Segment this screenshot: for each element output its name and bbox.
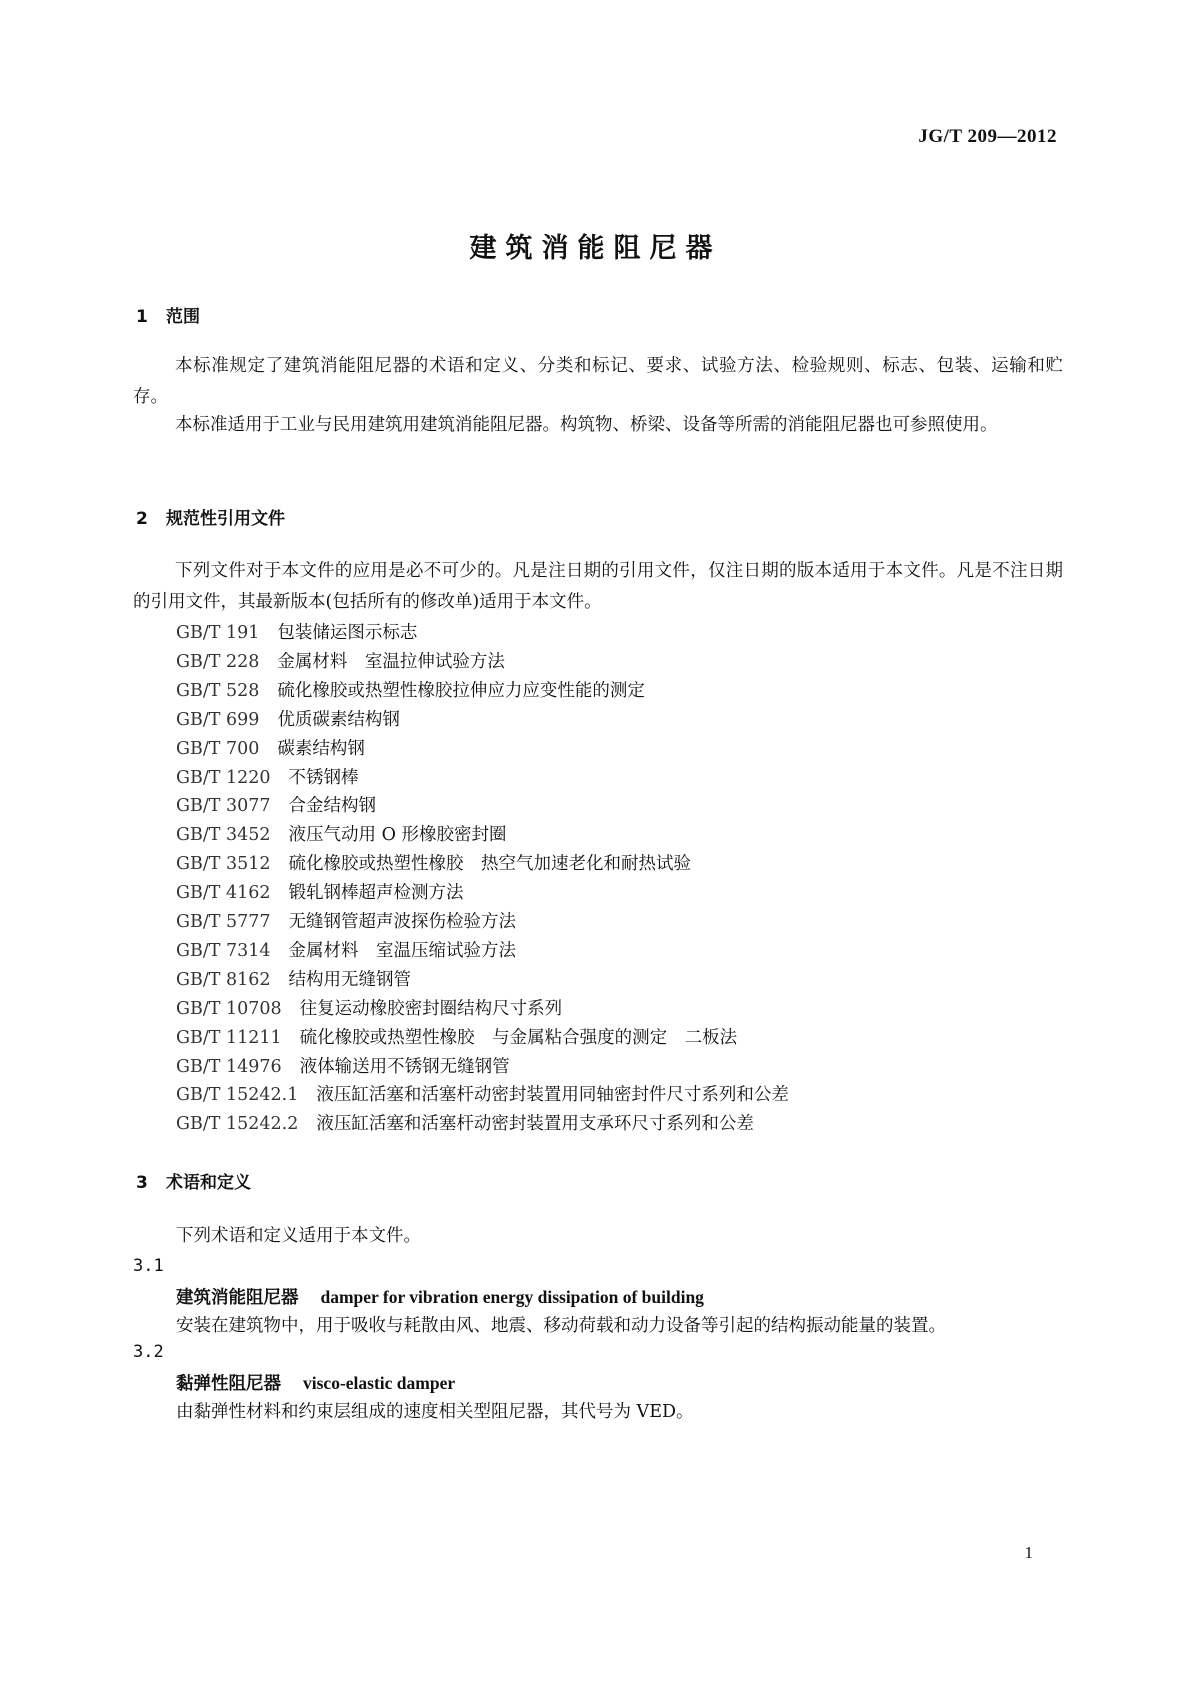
reference-item xyxy=(176,966,411,991)
reference-item xyxy=(176,995,562,1020)
scope-paragraph-2: 本标准适用于工业与民用建筑用建筑消能阻尼器。构筑物、桥梁、设备等所需的消能阻尼器也可参照使用。 xyxy=(175,415,998,435)
reference-item xyxy=(176,792,376,817)
section-title: 术语和定义 xyxy=(166,1173,251,1193)
reference-item xyxy=(176,1081,789,1106)
reference-title: 液压气动用 O 形橡胶密封圈 xyxy=(288,825,507,846)
reference-title: 硫化橡胶或热塑性橡胶拉伸应力应变性能的测定 xyxy=(277,680,645,701)
reference-item xyxy=(176,821,507,846)
reference-code: GB/T 14976 xyxy=(176,1056,282,1077)
clause-number: 3.2 xyxy=(133,1342,164,1362)
reference-title: 往复运动橡胶密封圈结构尺寸系列 xyxy=(299,998,563,1019)
reference-code: GB/T 4162 xyxy=(176,883,271,904)
reference-title: 优质碳素结构钢 xyxy=(277,709,400,730)
term-definition: 安装在建筑物中，用于吸收与耗散由风、地震、移动荷载和动力设备等引起的结构振动能量的装置。 xyxy=(176,1316,946,1336)
reference-code: GB/T 15242.2 xyxy=(176,1114,299,1135)
reference-title: 锻轧钢棒超声检测方法 xyxy=(288,883,464,904)
term-chinese: 黏弹性阻尼器 xyxy=(176,1374,281,1394)
reference-item xyxy=(176,764,359,789)
term-heading xyxy=(176,1370,455,1395)
reference-code: GB/T 699 xyxy=(176,709,260,730)
reference-item xyxy=(176,735,365,760)
reference-title: 碳素结构钢 xyxy=(277,738,365,759)
clause-number: 3.1 xyxy=(133,1256,164,1276)
term-english: visco-elastic damper xyxy=(303,1373,456,1393)
reference-code: GB/T 5777 xyxy=(176,912,271,932)
reference-code: GB/T 528 xyxy=(176,680,260,701)
reference-title: 包装储运图示标志 xyxy=(277,623,418,643)
standard-code: JG/T 209—2012 xyxy=(918,126,1057,147)
reference-title: 金属材料 室温压缩试验方法 xyxy=(288,940,517,961)
reference-title: 无缝钢管超声波探伤检验方法 xyxy=(288,912,517,932)
reference-item xyxy=(176,1110,754,1135)
term-english: damper for vibration energy dissipation of building xyxy=(320,1287,704,1307)
reference-code: GB/T 3077 xyxy=(176,796,271,817)
section-number: 1 xyxy=(136,307,148,327)
reference-code: GB/T 15242.1 xyxy=(176,1085,299,1106)
reference-code: GB/T 1220 xyxy=(176,767,271,788)
reference-item xyxy=(176,619,417,644)
reference-title: 液压缸活塞和活塞杆动密封装置用同轴密封件尺寸系列和公差 xyxy=(316,1085,789,1106)
reference-item xyxy=(176,1053,510,1078)
section-3-heading xyxy=(136,1168,251,1193)
reference-code: GB/T 8162 xyxy=(176,969,271,990)
reference-item xyxy=(176,908,516,933)
reference-title: 结构用无缝钢管 xyxy=(288,969,412,990)
document-title: 建筑消能阻尼器 xyxy=(469,233,722,264)
reference-title: 硫化橡胶或热塑性橡胶 热空气加速老化和耐热试验 xyxy=(288,854,692,875)
reference-code: GB/T 11211 xyxy=(176,1027,282,1048)
terms-intro: 下列术语和定义适用于本文件。 xyxy=(176,1226,421,1246)
scope-paragraph-1: 本标准规定了建筑消能阻尼器的术语和定义、分类和标记、要求、试验方法、检验规则、标志、包装、运输和贮存。 xyxy=(133,356,1063,407)
reference-title: 液体输送用不锈钢无缝钢管 xyxy=(299,1056,510,1077)
section-title: 规范性引用文件 xyxy=(166,509,285,529)
reference-title: 金属材料 室温拉伸试验方法 xyxy=(277,651,505,672)
reference-item xyxy=(176,677,645,702)
section-1-heading xyxy=(136,302,200,327)
term-definition: 由黏弹性材料和约束层组成的速度相关型阻尼器，其代号为 VED。 xyxy=(176,1402,694,1422)
reference-item xyxy=(176,937,516,962)
reference-title: 不锈钢棒 xyxy=(288,767,359,788)
reference-code: GB/T 3512 xyxy=(176,854,271,875)
reference-code: GB/T 191 xyxy=(176,623,260,643)
reference-code: GB/T 3452 xyxy=(176,825,271,846)
section-title: 范围 xyxy=(166,307,200,327)
reference-title: 硫化橡胶或热塑性橡胶 与金属粘合强度的测定 二板法 xyxy=(299,1027,738,1048)
reference-title: 液压缸活塞和活塞杆动密封装置用支承环尺寸系列和公差 xyxy=(316,1114,754,1135)
page-number: 1 xyxy=(1024,1543,1033,1562)
reference-title: 合金结构钢 xyxy=(288,796,377,817)
reference-item xyxy=(176,648,505,673)
section-number: 3 xyxy=(136,1173,148,1193)
reference-code: GB/T 700 xyxy=(176,738,260,759)
section-2-heading xyxy=(136,504,285,529)
term-heading xyxy=(176,1284,704,1309)
term-chinese: 建筑消能阻尼器 xyxy=(176,1288,299,1308)
reference-code: GB/T 228 xyxy=(176,651,260,672)
reference-item xyxy=(176,850,691,875)
reference-code: GB/T 10708 xyxy=(176,998,282,1019)
reference-item xyxy=(176,1024,737,1049)
reference-code: GB/T 7314 xyxy=(176,940,271,961)
references-intro: 下列文件对于本文件的应用是必不可少的。凡是注日期的引用文件，仅注日期的版本适用于本文件。凡是不注日期的引用文件，其最新版本(包括所有的修改单)适用于本文件。 xyxy=(133,561,1063,612)
reference-item xyxy=(176,879,464,904)
reference-item xyxy=(176,706,400,731)
section-number: 2 xyxy=(136,509,148,529)
